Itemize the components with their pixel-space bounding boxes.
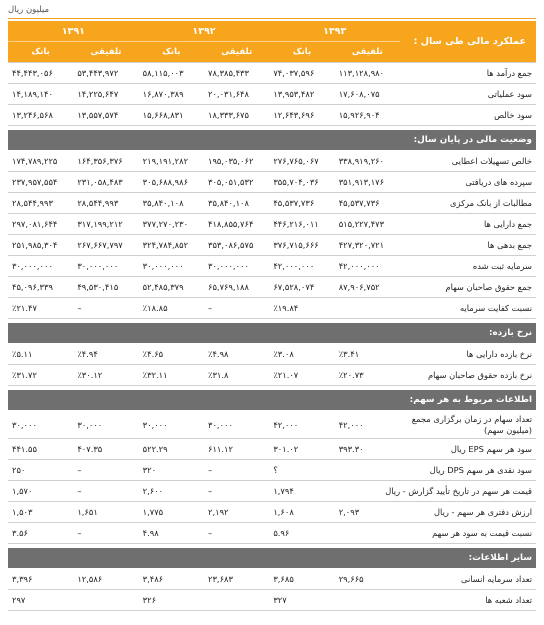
row-value: ۴۵,۵۳۷,۷۳۶ [335, 193, 400, 214]
row-label: تعداد سرمایه انسانی [400, 569, 536, 590]
row-label: سپرده های دریافتی [400, 172, 536, 193]
row-value [335, 590, 400, 611]
row-label: جمع دارایی ها [400, 214, 536, 235]
row-value [204, 590, 269, 611]
row-value: ۲۹۷ [8, 590, 73, 611]
row-value: ۱۴,۱۸۹,۱۴۰ [8, 84, 73, 105]
row-value: ٪۱۸.۸۵ [139, 298, 204, 319]
row-value: ۳,۴۸۶ [139, 569, 204, 590]
row-value: ۱,۷۹۴ [269, 481, 334, 502]
table-row [8, 523, 536, 544]
table-row [8, 365, 536, 386]
table-row [8, 411, 536, 439]
row-value: ۳۰,۰۰۰,۰۰۰ [73, 256, 138, 277]
row-value: ۲۹۷,۰۸۱,۶۴۴ [8, 214, 73, 235]
row-label: مطالبات از بانک مرکزی [400, 193, 536, 214]
row-value: ٪۳.۰۸ [269, 344, 334, 365]
row-value: ٪۳۱.۷۲ [8, 365, 73, 386]
row-value: ۳۰۵,۶۸۸,۹۸۶ [139, 172, 204, 193]
row-value: ۶۵,۷۶۹,۱۸۸ [204, 277, 269, 298]
row-value: ۳,۶۸۵ [269, 569, 334, 590]
row-value: – [73, 523, 138, 544]
row-value: ۴۵,۰۹۶,۳۳۹ [8, 277, 73, 298]
row-value: ۵۲۲.۲۹ [139, 439, 204, 460]
row-value: ۳.۵۶ [8, 523, 73, 544]
row-value: ٪۱۹.۸۴ [269, 298, 334, 319]
table-row [8, 151, 536, 172]
row-value: ۷۴,۰۳۷,۵۹۶ [269, 63, 334, 84]
row-value: ۳۰,۰۰۰,۰۰۰ [204, 256, 269, 277]
row-value: ۱۹۵,۰۳۵,۰۶۲ [204, 151, 269, 172]
row-value: ۲,۱۹۲ [204, 502, 269, 523]
row-label: نرخ بازده حقوق صاحبان سهام [400, 365, 536, 386]
section-header [8, 323, 536, 344]
row-value: ۱۶,۸۷۰,۳۸۹ [139, 84, 204, 105]
row-value: ۴۹,۵۳۰,۴۱۵ [73, 277, 138, 298]
row-value: ۱۶۴,۳۵۶,۳۷۶ [73, 151, 138, 172]
section-title: اطلاعات مربوط به هر سهم: [8, 390, 536, 411]
row-value: ۳۲۰ [139, 460, 204, 481]
table-row [8, 590, 536, 611]
row-value: ۵۸,۱۱۵,۰۰۳ [139, 63, 204, 84]
row-value: – [73, 481, 138, 502]
row-label: جمع بدهی ها [400, 235, 536, 256]
row-value: ۵۲,۴۸۵,۳۷۹ [139, 277, 204, 298]
row-value: ۵۱۵,۲۲۷,۴۷۳ [335, 214, 400, 235]
row-value: ۳,۳۹۶ [8, 569, 73, 590]
table-row [8, 298, 536, 319]
row-value: ۳۵,۸۴۰,۱۰۸ [204, 193, 269, 214]
col-bank: بانک [139, 42, 204, 63]
row-value: ٪۴.۶۵ [139, 344, 204, 365]
row-value [335, 460, 400, 481]
row-value: ۲۵۱,۹۸۵,۳۰۴ [8, 235, 73, 256]
row-value: ۳۵۱,۹۱۳,۱۷۶ [335, 172, 400, 193]
row-value: ٪۳۰.۱۲ [73, 365, 138, 386]
row-value: ۳۰,۰۰۰ [8, 411, 73, 439]
table-row [8, 256, 536, 277]
row-label: سود خالص [400, 105, 536, 126]
row-label: خالص تسهیلات اعطایی [400, 151, 536, 172]
table-row [8, 344, 536, 365]
row-value: ۳۰,۰۰۰ [73, 411, 138, 439]
row-value: ۴۲,۰۰۰,۰۰۰ [335, 256, 400, 277]
row-value: ۱۳,۹۵۳,۴۸۲ [269, 84, 334, 105]
row-value: ۴۴۶,۲۱۶,۰۱۱ [269, 214, 334, 235]
row-value: ۴۲,۰۰۰ [335, 411, 400, 439]
row-value: ۱۸,۳۳۳,۶۷۵ [204, 105, 269, 126]
row-value: ۱,۷۷۵ [139, 502, 204, 523]
row-value: ۲۱۹,۱۹۱,۲۸۲ [139, 151, 204, 172]
table-row [8, 277, 536, 298]
row-value: ۳۲۶ [139, 590, 204, 611]
row-value: – [204, 481, 269, 502]
row-value: ۶۱۱.۱۲ [204, 439, 269, 460]
row-value [335, 523, 400, 544]
col-tallifi: تلفیقی [204, 42, 269, 63]
section-title: وضعیت مالی در پایان سال: [8, 130, 536, 151]
row-value: ۳۷۶,۷۱۵,۶۶۶ [269, 235, 334, 256]
col-tallifi: تلفیقی [335, 42, 400, 63]
row-value: ٪۳۱.۸ [204, 365, 269, 386]
row-value: ۱,۶۵۱ [73, 502, 138, 523]
row-value: ۴۰۷.۳۵ [73, 439, 138, 460]
row-value: ۲۸,۵۴۴,۹۹۳ [73, 193, 138, 214]
row-value: ؟ [269, 460, 334, 481]
row-value: ٪۲۱.۴۷ [8, 298, 73, 319]
col-bank: بانک [8, 42, 73, 63]
row-value: ۲۳۷,۹۵۷,۵۵۴ [8, 172, 73, 193]
col-tallifi: تلفیقی [73, 42, 138, 63]
row-value: ۴۴,۴۴۳,۰۵۶ [8, 63, 73, 84]
row-value: ۱۳,۲۴۶,۵۶۸ [8, 105, 73, 126]
table-row [8, 193, 536, 214]
table-row [8, 235, 536, 256]
row-value: – [204, 298, 269, 319]
row-value: ٪۲۰.۷۳ [335, 365, 400, 386]
row-value: ۳۱۷,۱۹۹,۲۱۲ [73, 214, 138, 235]
row-value: ۲۵۰ [8, 460, 73, 481]
financial-table [8, 21, 536, 611]
table-title: عملکرد مالی طی سال : [400, 21, 536, 63]
row-value: ۶۷,۵۲۸,۰۷۴ [269, 277, 334, 298]
row-value: ۳۵۵,۷۰۴,۰۳۶ [269, 172, 334, 193]
year-1393: ۱۳۹۳ [269, 21, 400, 42]
row-value: ۱,۵۷۰ [8, 481, 73, 502]
row-value: ۴۲,۰۰۰,۰۰۰ [269, 256, 334, 277]
row-value: ۳۲۴,۷۸۴,۸۵۲ [139, 235, 204, 256]
row-label: جمع درآمد ها [400, 63, 536, 84]
row-value: – [204, 460, 269, 481]
row-value: ۲۷۶,۷۶۵,۰۶۷ [269, 151, 334, 172]
table-row [8, 460, 536, 481]
table-row [8, 172, 536, 193]
row-label: قیمت هر سهم در تاریخ تأیید گزارش - ریال [400, 481, 536, 502]
row-label: سود هر سهم EPS ریال [400, 439, 536, 460]
row-value: ۱,۶۰۸ [269, 502, 334, 523]
row-value: ۲۳,۶۸۳ [204, 569, 269, 590]
top-divider [8, 18, 536, 19]
row-value: ۱۱۳,۱۲۸,۹۸۰ [335, 63, 400, 84]
col-bank: بانک [269, 42, 334, 63]
row-value: ۳۵۳,۰۸۶,۵۷۵ [204, 235, 269, 256]
table-row [8, 214, 536, 235]
row-value: ٪۳۲.۱۱ [139, 365, 204, 386]
row-label: سرمایه ثبت شده [400, 256, 536, 277]
row-value [73, 590, 138, 611]
row-value: ۳۰,۰۰۰,۰۰۰ [8, 256, 73, 277]
header-row-years [8, 21, 536, 42]
row-value: ۴۴۱.۵۵ [8, 439, 73, 460]
table-row [8, 105, 536, 126]
row-label: نرخ بازده دارایی ها [400, 344, 536, 365]
row-value: ۳۰,۰۰۰ [204, 411, 269, 439]
table-row [8, 63, 536, 84]
row-value: ۱۳,۵۵۷,۵۷۴ [73, 105, 138, 126]
section-header [8, 548, 536, 569]
row-value: ۱۵,۶۶۸,۸۳۱ [139, 105, 204, 126]
row-label: سود نقدی هر سهم DPS ریال [400, 460, 536, 481]
row-label: جمع حقوق صاحبان سهام [400, 277, 536, 298]
row-value: ۲۹,۶۶۵ [335, 569, 400, 590]
table-row [8, 439, 536, 460]
row-value: ۳۷۷,۲۷۰,۲۳۰ [139, 214, 204, 235]
row-value: ۳۰,۰۰۰ [139, 411, 204, 439]
row-value: ۴۲,۰۰۰ [269, 411, 334, 439]
table-row [8, 481, 536, 502]
row-value: – [73, 460, 138, 481]
row-label: نسبت قیمت به سود هر سهم [400, 523, 536, 544]
row-label: سود عملیاتی [400, 84, 536, 105]
row-value [335, 298, 400, 319]
row-value: ۱,۵۰۳ [8, 502, 73, 523]
row-value: ۵.۹۶ [269, 523, 334, 544]
row-value: – [73, 298, 138, 319]
row-value: ۴۱۸,۸۵۵,۷۶۴ [204, 214, 269, 235]
row-value: ۳۵,۸۴۰,۱۰۸ [139, 193, 204, 214]
row-label: ارزش دفتری هر سهم - ریال [400, 502, 536, 523]
row-value: ٪۵.۱۱ [8, 344, 73, 365]
row-value: ۲۰,۰۳۱,۶۴۸ [204, 84, 269, 105]
section-header [8, 130, 536, 151]
row-value: ۳۲۷ [269, 590, 334, 611]
row-label: تعداد شعبه ها [400, 590, 536, 611]
row-value: ۸۷,۹۰۶,۷۵۲ [335, 277, 400, 298]
row-value: ۲۶۷,۶۶۷,۷۹۷ [73, 235, 138, 256]
table-row [8, 84, 536, 105]
section-title: نرخ بازده: [8, 323, 536, 344]
row-value: ٪۴.۹۴ [73, 344, 138, 365]
section-title: سایر اطلاعات: [8, 548, 536, 569]
year-1391: ۱۳۹۱ [8, 21, 139, 42]
row-value: ٪۴.۹۸ [204, 344, 269, 365]
row-value: ۴.۹۸ [139, 523, 204, 544]
row-value: ۳۰۱.۰۲ [269, 439, 334, 460]
row-value: ٪۳.۴۱ [335, 344, 400, 365]
table-row [8, 569, 536, 590]
row-value: ۲,۶۰۰ [139, 481, 204, 502]
table-row [8, 502, 536, 523]
row-value: ۵۳,۴۴۳,۹۷۲ [73, 63, 138, 84]
row-value: ۲۸,۵۴۴,۹۹۳ [8, 193, 73, 214]
row-value: ۴۵,۵۳۷,۷۳۶ [269, 193, 334, 214]
section-header [8, 390, 536, 411]
row-value: ۱۵,۹۲۶,۹۰۴ [335, 105, 400, 126]
row-value: ۳۹۳.۳۰ [335, 439, 400, 460]
row-label: نسبت کفایت سرمایه [400, 298, 536, 319]
row-value: ۱۷,۶۰۸,۰۷۵ [335, 84, 400, 105]
row-value: ٪۲۱.۰۷ [269, 365, 334, 386]
row-value: ۷۸,۳۸۵,۴۳۳ [204, 63, 269, 84]
row-value: ۳۰۵,۰۵۱,۵۳۲ [204, 172, 269, 193]
row-value: – [204, 523, 269, 544]
row-value: ۱۷۴,۷۸۹,۲۲۵ [8, 151, 73, 172]
row-value: ۲,۰۹۳ [335, 502, 400, 523]
row-value: ۲۳۱,۰۵۸,۴۸۳ [73, 172, 138, 193]
row-value: ۴۲۷,۳۲۰,۷۲۱ [335, 235, 400, 256]
row-value: ۳۰,۰۰۰,۰۰۰ [139, 256, 204, 277]
year-1392: ۱۳۹۲ [139, 21, 270, 42]
row-value: ۱۲,۵۸۶ [73, 569, 138, 590]
unit-label: میلیون ریال [8, 5, 50, 15]
row-value: ۱۲,۶۴۳,۶۹۶ [269, 105, 334, 126]
row-value: ۳۳۸,۹۱۹,۲۶۰ [335, 151, 400, 172]
row-value: ۱۴,۲۲۵,۶۴۷ [73, 84, 138, 105]
row-label: تعداد سهام در زمان برگزاری مجمع (میلیون سهم) [400, 411, 536, 439]
